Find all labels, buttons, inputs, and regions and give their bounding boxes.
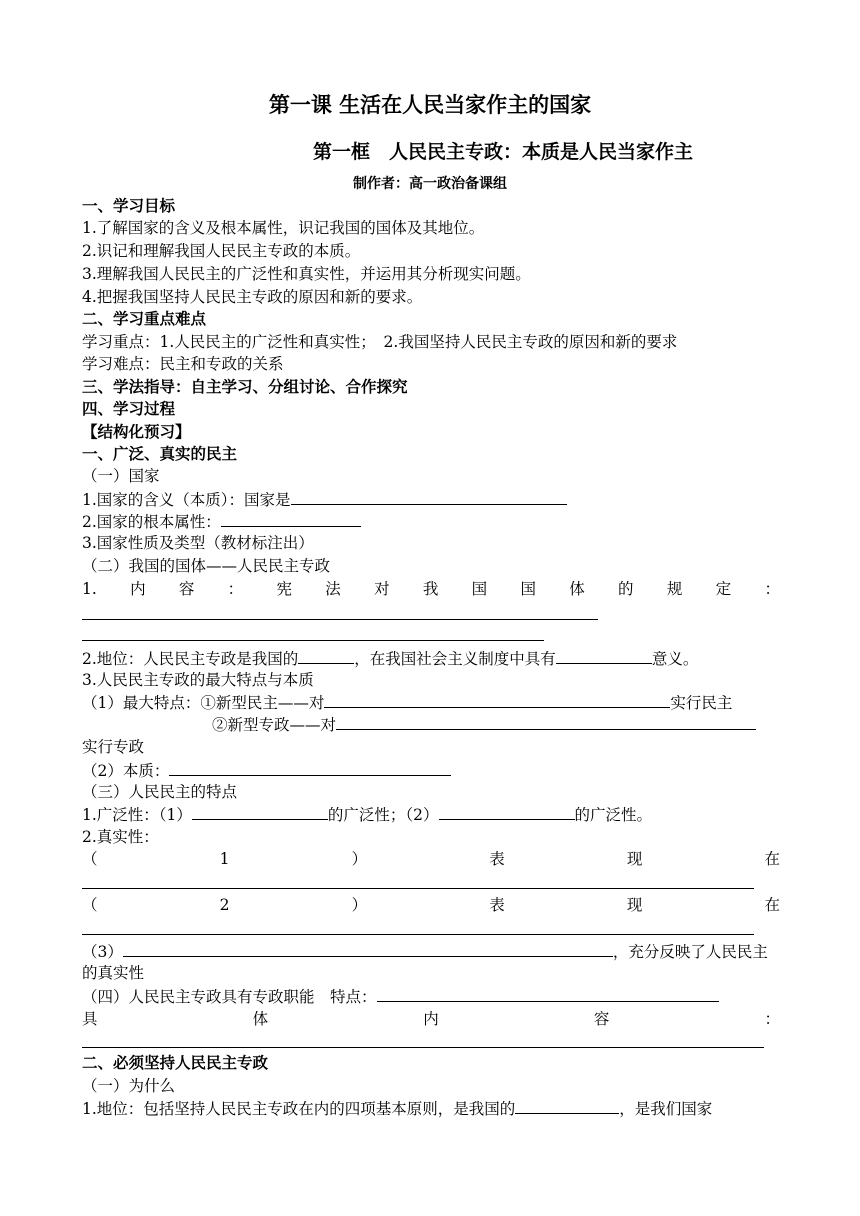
spread-char: 1	[219, 850, 230, 868]
answer-blank[interactable]	[192, 804, 328, 820]
question-label: 1.国家的含义（本质）：国家是	[82, 491, 291, 509]
spread-char: 在	[764, 896, 780, 914]
answer-line[interactable]	[82, 640, 544, 641]
spread-char: 宪	[276, 580, 292, 598]
part-two-heading: 二、必须坚持人民民主专政	[82, 1053, 269, 1072]
question-dictatorship-function	[82, 986, 719, 1007]
question-specific-content	[82, 1009, 780, 1029]
spread-char: 体	[569, 580, 585, 598]
key-points-text: 学习重点：1.人民民主的广泛性和真实性； 2.我国坚持人民民主专政的原因和新的要求	[82, 333, 678, 351]
goal-item: 3.理解我国人民民主的广泛性和真实性，并运用其分析现实问题。	[82, 265, 531, 283]
question-constitution-provision	[82, 579, 780, 599]
answer-blank[interactable]	[515, 1098, 619, 1114]
spread-char: （	[82, 850, 98, 868]
heading-process: 四、学习过程	[82, 399, 176, 418]
question-status	[82, 648, 698, 669]
spread-char: 规	[666, 580, 683, 598]
question-label: 实行民主	[670, 694, 733, 712]
spread-char: 体	[252, 1010, 269, 1028]
spread-char: 具	[82, 1010, 98, 1028]
question-authenticity-cont: 的真实性	[82, 964, 145, 982]
spread-char: 表	[489, 896, 505, 914]
spread-char: 现	[626, 896, 643, 914]
spread-char: ：	[764, 1010, 780, 1028]
answer-blank[interactable]	[123, 941, 613, 957]
answer-blank[interactable]	[298, 648, 354, 664]
goal-item: 2.识记和理解我国人民民主专政的本质。	[82, 242, 361, 260]
spread-char: 在	[764, 850, 780, 868]
spread-char: ：	[227, 580, 244, 598]
heading-method: 三、学法指导：自主学习、分组讨论、合作探究	[82, 377, 408, 396]
goal-item: 1.了解国家的含义及根本属性，识记我国的国体及其地位。	[82, 219, 485, 237]
answer-blank[interactable]	[439, 804, 575, 820]
spread-char: 容	[178, 580, 195, 598]
spread-char: 2	[219, 896, 230, 914]
answer-blank[interactable]	[221, 511, 361, 527]
spread-char: 内	[423, 1010, 439, 1028]
spread-char: 表	[489, 850, 505, 868]
question-authenticity: 2.真实性：	[82, 828, 159, 846]
spread-char: 内	[130, 580, 146, 598]
answer-blank[interactable]	[324, 692, 670, 708]
question-breadth	[82, 804, 652, 825]
spread-char: 现	[626, 850, 643, 868]
question-authenticity-1	[82, 849, 780, 869]
answer-blank[interactable]	[556, 648, 652, 664]
spread-char: 对	[374, 580, 390, 598]
question-authenticity-2	[82, 895, 780, 915]
question-label: 2.国家的根本属性：	[82, 513, 221, 531]
question-essence	[82, 760, 451, 781]
subsection-state-system: （二）我国的国体——人民民主专政	[82, 557, 331, 575]
spread-char: 我	[422, 580, 439, 598]
answer-line[interactable]	[82, 934, 754, 935]
answer-blank[interactable]	[377, 986, 719, 1002]
answer-line[interactable]	[82, 1047, 764, 1048]
spread-char: 法	[325, 580, 341, 598]
question-label: 1.广泛性：（1）	[82, 806, 192, 824]
spread-char: （	[82, 896, 98, 914]
spread-char: 的	[618, 580, 634, 598]
answer-blank[interactable]	[291, 489, 567, 505]
question-label: 2.地位：人民民主专政是我国的	[82, 650, 299, 668]
lesson-title: 第一课 生活在人民当家作主的国家	[268, 93, 592, 117]
spread-char: 定	[715, 580, 732, 598]
question-label: ，充分反映了人民民主	[612, 943, 768, 961]
question-label: 的广泛性。	[574, 806, 653, 824]
spread-char: ）	[351, 896, 368, 914]
question-authenticity-3	[82, 941, 768, 962]
answer-blank[interactable]	[169, 760, 451, 776]
spread-char: ：	[764, 580, 780, 598]
subsection-why: （一）为什么	[82, 1077, 176, 1095]
question-position	[82, 1098, 712, 1119]
subsection-features: （三）人民民主的特点	[82, 783, 238, 801]
answer-line[interactable]	[82, 888, 754, 889]
answer-line[interactable]	[82, 619, 598, 620]
question-label: （2）本质：	[82, 762, 170, 780]
spread-char: 国	[520, 580, 536, 598]
question-features-heading: 3.人民民主专政的最大特点与本质	[82, 671, 314, 689]
question-state-attribute	[82, 511, 361, 532]
author-line: 制作者：高一政治备课组	[353, 176, 507, 192]
question-label: 意义。	[651, 650, 699, 668]
section-subtitle: 第一框 人民民主专政：本质是人民当家作主	[313, 141, 694, 163]
question-label: 的广泛性；（2）	[327, 806, 439, 824]
spread-char: ）	[351, 850, 368, 868]
question-label: 1.地位：包括坚持人民民主专政在内的四项基本原则，是我国的	[82, 1100, 516, 1118]
spread-char: 1.	[82, 580, 97, 598]
spread-char: 国	[471, 580, 488, 598]
heading-learning-goals: 一、学习目标	[82, 196, 176, 215]
preview-label: 【结构化预习】	[82, 422, 191, 441]
goal-item: 4.把握我国坚持人民民主专政的原因和新的要求。	[82, 288, 423, 306]
question-dictatorship-cont: 实行专政	[82, 738, 145, 756]
question-state-nature: 3.国家性质及类型（教材标注出）	[82, 534, 314, 552]
heading-key-points: 二、学习重点难点	[82, 309, 207, 328]
question-new-democracy	[82, 692, 732, 713]
subsection-state: （一）国家	[82, 467, 160, 485]
question-label: ，在我国社会主义制度中具有	[354, 650, 556, 668]
question-label: ，是我们国家	[619, 1100, 713, 1118]
question-label: ②新型专政——对	[212, 716, 337, 734]
question-label: （四）人民民主专政具有专政职能 特点：	[82, 988, 377, 1006]
spread-char: 容	[593, 1010, 610, 1028]
part-one-heading: 一、广泛、真实的民主	[82, 444, 238, 463]
question-state-meaning	[82, 489, 567, 510]
difficulty-text: 学习难点：民主和专政的关系	[82, 355, 284, 373]
answer-blank[interactable]	[336, 714, 756, 730]
question-label: （1）最大特点：①新型民主——对	[82, 694, 325, 712]
question-new-dictatorship	[212, 714, 756, 735]
question-label: （3）	[82, 943, 123, 961]
